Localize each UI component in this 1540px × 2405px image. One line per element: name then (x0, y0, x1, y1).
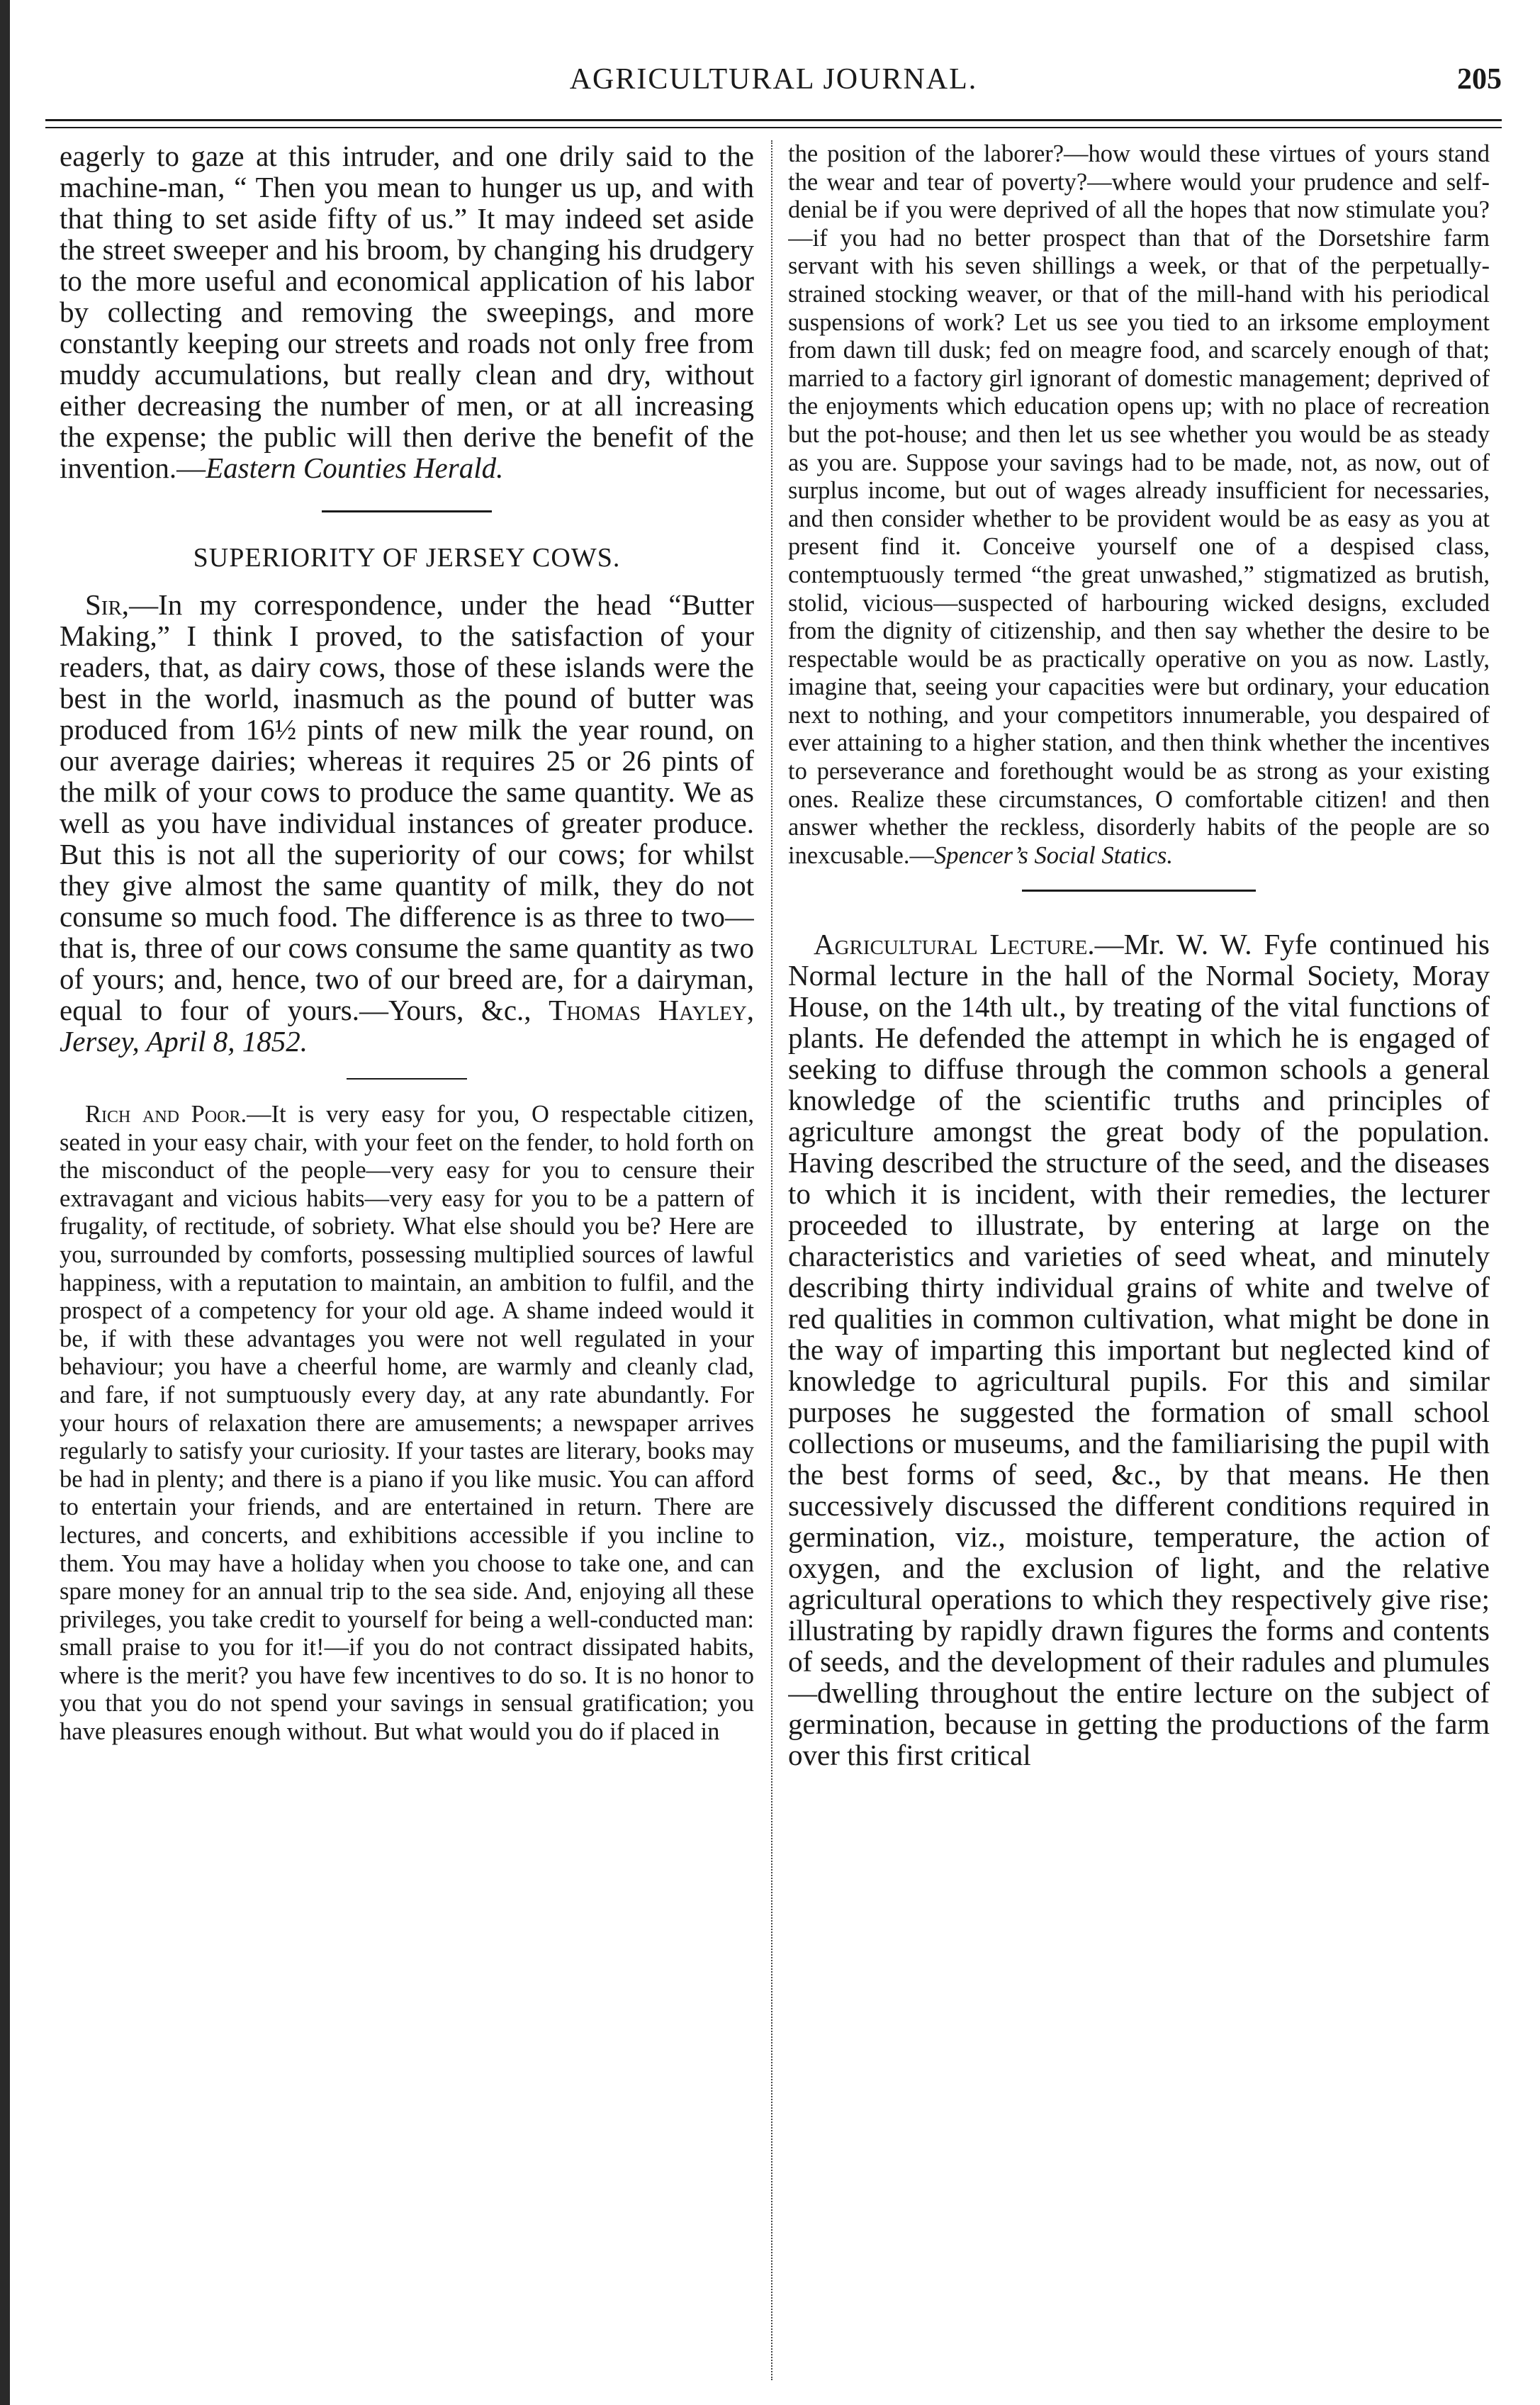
column-divider (771, 140, 772, 2380)
agricultural-lecture-title: Agricultural Lecture. (814, 928, 1095, 961)
page-number: 205 (1457, 63, 1502, 96)
rich-and-poor-continued-text: the position of the laborer?—how would these virtues of yours stand the wear and tear of poverty?—where would your prudence and self-denial be if you were deprived of all the hopes that now stimulate you?—if you had no better prospect than that of the Dorsetshire farm servant with his seven shillings a week, or that of the perpetually-strained stocking weaver, or that of the mill-hand with his periodical suspensions of work? Let us see you tied to an irksome employment from dawn till dusk; fed on meagre food, and scarcely enough of that; married to a factory girl ignorant of domestic management; deprived of the enjoyments which education opens up; with no place of recreation but the pot-house; and then let us see whether you would be as steady as you are. Suppose your savings had to be made, not, as now, out of surplus income, but out of wages already insufficient for necessaries, and then consider whether to be provident would be as easy as you at present find it. Conceive yourself one of a despised class, contemptuously termed “the great unwashed,” stigmatized as brutish, stolid, vicious—suspected of harbouring wicked designs, excluded from the dignity of citizenship, and then say whether the desire to be respectable would be as practically operative on you as now. Lastly, imagine that, seeing your capacities were but ordinary, your education next to nothing, and your competitors innumerable, you despaired of ever attaining to a higher station, and then think whether the incentives to perseverance and forethought would be as strong as your existing ones. Realize these circumstances, O comfortable citizen! and then answer whether the reckless, disorderly habits of the people are so inexcusable.— (788, 140, 1490, 869)
rich-and-poor-title: Rich and Poor. (85, 1101, 247, 1128)
left-column (60, 140, 754, 2387)
running-header (45, 62, 1502, 105)
agricultural-lecture-article (788, 929, 1490, 1771)
page-edge-shadow (0, 0, 10, 2405)
rich-and-poor-source: Spencer’s Social Statics. (933, 841, 1173, 869)
article-separator (322, 510, 492, 512)
jersey-signature-place: Jersey, April 8, 1852. (60, 1025, 308, 1058)
jersey-salutation: Sir, (85, 588, 130, 621)
journal-title: AGRICULTURAL JOURNAL. (569, 63, 978, 96)
jersey-body: —In my correspondence, under the head “Butter Making,” I think I proved, to the satisfaction of your readers, that, as dairy cows, those of these islands were the best in the world, inasmuch as the pound of butter was produced from 16½ pints of new milk the year round, on our average dairies; whereas it requires 25 or 26 pints of the milk of your cows to produce the same quantity. We as well as you have individual instances of greater produce. But this is not all the superiority of our cows; for whilst they give almost the same quantity of milk, they do not consume so much food. The difference is as three to two—that is, three of our cows consume the same quantity as two of yours; and, hence, two of our breed are, for a dairyman, equal to four of yours.—Yours, &c., (60, 588, 754, 1026)
article-separator-3 (1022, 890, 1256, 892)
rich-and-poor-article (60, 1101, 754, 1747)
continued-article-source: Eastern Counties Herald. (206, 452, 504, 484)
rich-and-poor-body: —It is very easy for you, O respectable citizen, seated in your easy chair, with your feet on the fender, to hold forth on the misconduct of the people—very easy for you to censure their extravagant and vicious habits—very easy for you to be a pattern of frugality, of rectitude, of sobriety. What else should you be? Here are you, surrounded by comforts, possessing multiplied sources of lawful happiness, with a reputation to maintain, an ambition to fulfil, and the prospect of a competency for your old age. A shame indeed would it be, if with these advantages you were not well regulated in your behaviour; you have a cheerful home, are warmly and cleanly clad, and fare, if not sumptuously every day, at any rate abundantly. For your hours of relaxation there are amusements; a newspaper arrives regularly to satisfy your curiosity. If your tastes are literary, books may be had in plenty; and there is a piano if you like music. You can afford to entertain your friends, and are entertained in return. There are lectures, and concerts, and exhibitions accessible if you incline to them. You may have a holiday when you choose to take one, and can spare money for an annual trip to the sea side. And, enjoying all these privileges, you take credit to yourself for being a well-conducted man: small praise to you for it!—if you do not contract dissipated habits, where is the merit? you have few incentives to do so. It is no honor to you that you do not spend your savings in sensual gratification; you have pleasures enough without. But what would you do if placed in (60, 1101, 754, 1746)
article-separator-2 (347, 1078, 467, 1080)
agricultural-lecture-body: —Mr. W. W. Fyfe continued his Normal lecture in the hall of the Normal Society, Moray House, on the 14th ult., by treating of the vital functions of plants. He defended the attempt in which he is engaged of seeking to diffuse through the common schools a general knowledge of the scientific truths and principles of agriculture amongst the great body of the population. Having described the structure of the seed, and the diseases to which it is incident, with their remedies, the lecturer proceeded to illustrate, by entering at large on the characteristics and varieties of seed wheat, and minutely describing thirty individual grains of white and twelve of red qualities in common cultivation, what might be done in the way of imparting this important but neglected kind of knowledge to agricultural pupils. For this and similar purposes he suggested the formation of small school collections or museums, and the familiarising the pupil with the best forms of seed, &c., by that means. He then successively discussed the different conditions required in germination, viz., moisture, temperature, the action of oxygen, and the exclusion of light, and the relative agricultural operations to which they respectively give rise; illustrating by rapidly drawn figures the forms and contents of seeds, and the development of their radules and plumules—dwelling throughout the entire lecture on the subject of germination, because in getting the productions of the farm over this first critical (788, 928, 1490, 1772)
header-double-rule (45, 119, 1502, 128)
jersey-cows-letter (60, 589, 754, 1057)
continued-article-text: eagerly to gaze at this intruder, and one drily said to the machine-man, “ Then you mean to hunger us up, and with that thing to set aside fifty of us.” It may indeed set aside the street sweeper and his broom, by changing his drudgery to the more useful and economical application of his labor by collecting and removing the sweepings, and more constantly keeping our streets and roads not only free from muddy accumulations, but really clean and dry, without either decreasing the number of men, or at all increasing the expense; the public will then derive the benefit of the invention.— (60, 140, 754, 484)
jersey-signature-name: Thomas Hayley, (549, 994, 754, 1026)
right-column (788, 140, 1490, 2387)
rich-and-poor-continued (788, 140, 1490, 870)
jersey-cows-heading: SUPERIORITY OF JERSEY COWS. (193, 543, 621, 573)
continued-article (60, 140, 754, 483)
